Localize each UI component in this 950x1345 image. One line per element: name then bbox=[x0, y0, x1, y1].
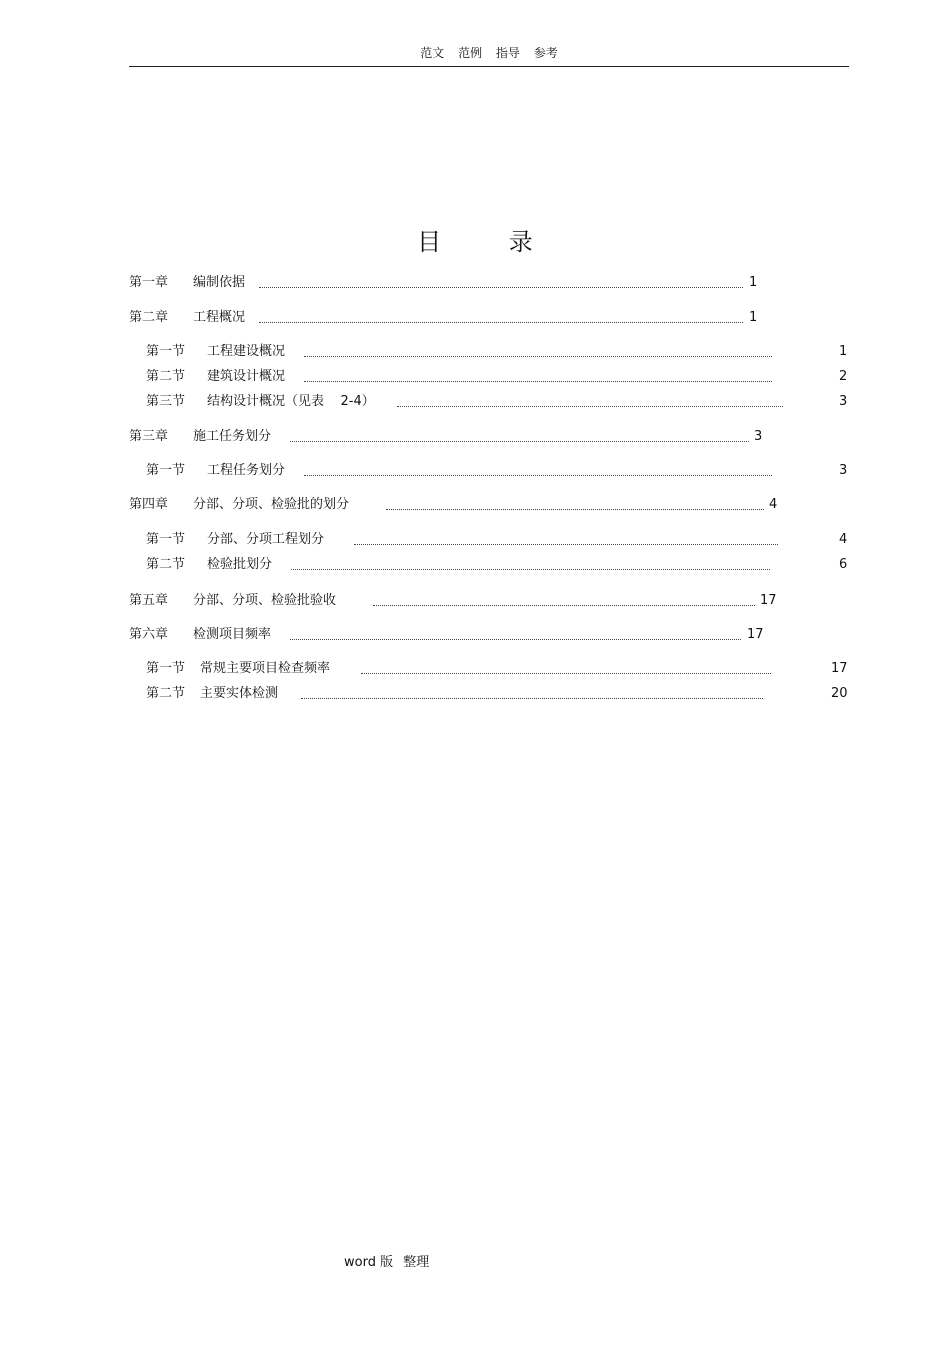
toc-leader-dots bbox=[354, 531, 778, 545]
toc-entry[interactable] bbox=[146, 531, 850, 549]
toc-entry-number: 第六章 bbox=[129, 627, 169, 642]
toc-entry[interactable] bbox=[146, 343, 850, 361]
header-item: 指导 bbox=[495, 46, 520, 60]
toc-entry[interactable] bbox=[146, 368, 850, 386]
toc-entry[interactable] bbox=[129, 274, 769, 292]
page-footer bbox=[344, 1251, 435, 1270]
toc-entry-text: 编制依据 bbox=[193, 275, 246, 290]
toc-leader-dots bbox=[304, 343, 772, 357]
toc-entry-page: 1 bbox=[839, 344, 848, 359]
toc-entry-number: 第一节 bbox=[146, 463, 186, 478]
toc-entry-number: 第一节 bbox=[146, 344, 186, 359]
header-item: 参考 bbox=[533, 46, 558, 60]
toc-entry-text: 施工任务划分 bbox=[193, 429, 272, 444]
toc-entry[interactable] bbox=[146, 660, 850, 678]
toc-entry-page: 2 bbox=[839, 369, 848, 384]
toc-entry[interactable] bbox=[129, 428, 779, 446]
toc-entry-number: 第二章 bbox=[129, 310, 169, 325]
toc-entry-number: 第一章 bbox=[129, 275, 169, 290]
footer-item: 整理 bbox=[403, 1255, 430, 1270]
toc-entry-page: 4 bbox=[839, 532, 848, 547]
toc-leader-dots bbox=[290, 428, 749, 442]
toc-entry-page: 4 bbox=[769, 497, 778, 512]
toc-entry-number: 第一节 bbox=[146, 532, 186, 547]
toc-entry-text: 常规主要项目检查频率 bbox=[200, 661, 331, 676]
toc-entry-page: 1 bbox=[749, 275, 758, 290]
toc-entry[interactable] bbox=[129, 626, 779, 644]
toc-leader-dots bbox=[386, 496, 764, 510]
toc-entry-text: 分部、分项工程划分 bbox=[207, 532, 325, 547]
toc-entry-page: 17 bbox=[831, 661, 848, 676]
toc-entry-number: 第三节 bbox=[146, 394, 186, 409]
toc-entry[interactable] bbox=[129, 496, 789, 514]
toc-entry-text: 工程建设概况 bbox=[207, 344, 286, 359]
toc-entry-number: 第二节 bbox=[146, 369, 186, 384]
toc-leader-dots bbox=[373, 592, 755, 606]
toc-entry-number: 第四章 bbox=[129, 497, 169, 512]
toc-entry-page: 3 bbox=[754, 429, 763, 444]
header-item: 范文 bbox=[420, 46, 445, 60]
toc-leader-dots bbox=[259, 274, 743, 288]
toc-entry-page: 17 bbox=[747, 627, 764, 642]
toc-entry-text: 建筑设计概况 bbox=[207, 369, 286, 384]
toc-entry-text: 分部、分项、检验批的划分 bbox=[193, 497, 350, 512]
toc-entry[interactable] bbox=[146, 393, 850, 411]
toc-entry-page: 3 bbox=[839, 463, 848, 478]
toc-entry-text: 分部、分项、检验批验收 bbox=[193, 593, 337, 608]
toc-entry-number: 第一节 bbox=[146, 661, 186, 676]
toc-entry[interactable] bbox=[146, 556, 850, 574]
footer-item: word 版 bbox=[344, 1255, 394, 1270]
toc-entry-text: 检验批划分 bbox=[207, 557, 273, 572]
toc-leader-dots bbox=[301, 685, 763, 699]
toc-entry-number: 第五章 bbox=[129, 593, 169, 608]
toc-entry-number: 第三章 bbox=[129, 429, 169, 444]
toc-entry[interactable] bbox=[129, 309, 769, 327]
toc-entry-page: 6 bbox=[839, 557, 848, 572]
toc-entry-page: 20 bbox=[831, 686, 848, 701]
toc-leader-dots bbox=[290, 626, 741, 640]
toc-leader-dots bbox=[361, 660, 771, 674]
toc-entry-page: 3 bbox=[839, 394, 848, 409]
toc-entry-page: 1 bbox=[749, 310, 758, 325]
toc-entry-page: 17 bbox=[760, 593, 777, 608]
toc-title: 目 录 bbox=[417, 228, 563, 256]
toc-entry-text: 工程任务划分 bbox=[207, 463, 286, 478]
toc-entry-text: 结构设计概况（见表 2-4） bbox=[207, 394, 375, 409]
toc-leader-dots bbox=[304, 462, 772, 476]
toc-entry-number: 第二节 bbox=[146, 686, 186, 701]
toc-entry[interactable] bbox=[146, 462, 850, 480]
toc-leader-dots bbox=[304, 368, 772, 382]
toc-entry[interactable] bbox=[146, 685, 850, 703]
toc-entry[interactable] bbox=[129, 592, 789, 610]
toc-entry-text: 检测项目频率 bbox=[193, 627, 272, 642]
toc-leader-dots bbox=[397, 393, 783, 407]
toc-entry-text: 工程概况 bbox=[193, 310, 246, 325]
header-item: 范例 bbox=[458, 46, 483, 60]
toc-leader-dots bbox=[259, 309, 743, 323]
toc-entry-text: 主要实体检测 bbox=[200, 686, 279, 701]
toc-entry-number: 第二节 bbox=[146, 557, 186, 572]
toc-leader-dots bbox=[291, 556, 770, 570]
